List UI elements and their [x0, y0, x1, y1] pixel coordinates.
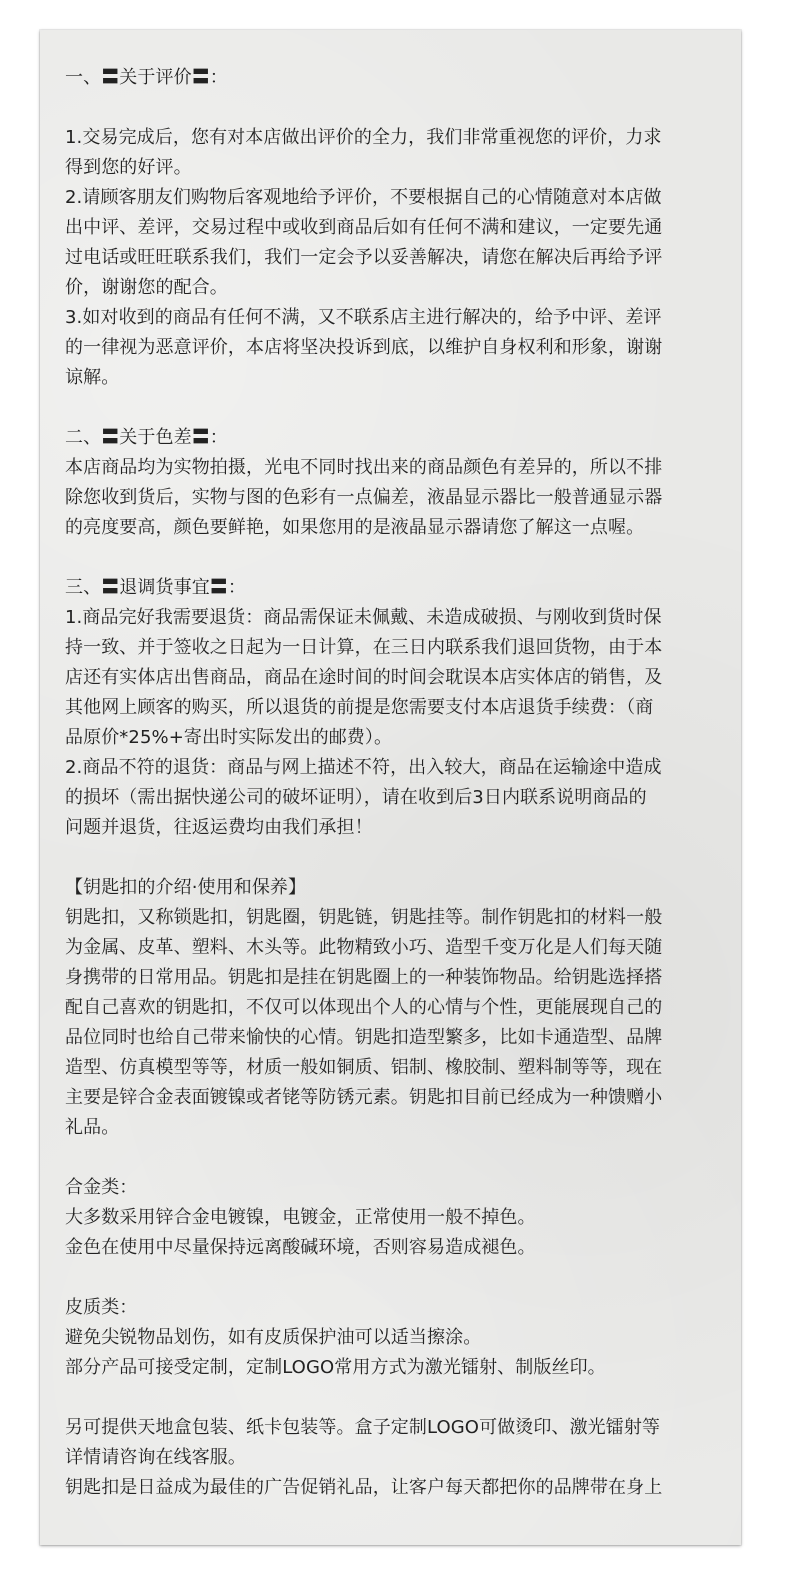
text-line: 3.如对收到的商品有任何不满，又不联系店主进行解决的，给予中评、差评	[65, 307, 662, 328]
text-line: 1.交易完成后，您有对本店做出评价的全力，我们非常重视您的评价，力求	[65, 127, 662, 148]
text-line: 品位同时也给自己带来愉快的心情。钥匙扣造型繁多，比如卡通造型、品牌	[65, 1027, 663, 1048]
text-line: 配自己喜欢的钥匙扣，不仅可以体现出个人的心情与个性，更能展现自己的	[65, 997, 663, 1018]
section-heading-reviews: 一、〓关于评价〓：	[65, 67, 228, 88]
text-line: 钥匙扣，又称锁匙扣，钥匙圈，钥匙链，钥匙挂等。制作钥匙扣的材料一般	[65, 907, 663, 928]
text-line: 避免尖锐物品划伤，如有皮质保护油可以适当擦涂。	[65, 1327, 482, 1348]
text-line: 详情请咨询在线客服。	[65, 1447, 246, 1468]
text-line: 2.请顾客朋友们购物后客观地给予评价，不要根据自己的心情随意对本店做	[65, 187, 662, 208]
blank-line	[65, 393, 717, 423]
text-line: 的一律视为恶意评价，本店将坚决投诉到底，以维护自身权利和形象，谢谢	[65, 337, 663, 358]
text-line: 另可提供天地盒包装、纸卡包装等。盒子定制LOGO可做烫印、激光镭射等	[65, 1417, 661, 1438]
subheading-alloy: 合金类：	[65, 1177, 138, 1198]
blank-line	[65, 1263, 717, 1293]
text-line: 过电话或旺旺联系我们，我们一定会予以妥善解决，请您在解决后再给予评	[65, 247, 663, 268]
text-line: 出中评、差评，交易过程中或收到商品后如有任何不满和建议，一定要先通	[65, 217, 663, 238]
policy-text-panel	[40, 30, 741, 1545]
blank-line	[65, 93, 717, 123]
text-line: 品原价*25%+寄出时实际发出的邮费）。	[65, 727, 393, 748]
section-heading-returns: 三、〓退调货事宜〓：	[65, 577, 246, 598]
text-line: 造型、仿真模型等等，材质一般如铜质、铝制、橡胶制、塑料制等等，现在	[65, 1057, 663, 1078]
text-line: 的亮度要高，颜色要鲜艳，如果您用的是液晶显示器请您了解这一点喔。	[65, 517, 645, 538]
text-line: 店还有实体店出售商品，商品在途时间的时间会耽误本店实体店的销售，及	[65, 667, 663, 688]
text-line: 1.商品完好我需要退货：商品需保证未佩戴、未造成破损、与刚收到货时保	[65, 607, 662, 628]
text-line: 的损坏（需出据快递公司的破坏证明），请在收到后3日内联系说明商品的	[65, 787, 647, 808]
text-line: 主要是锌合金表面镀镍或者铑等防锈元素。钥匙扣目前已经成为一种馈赠小	[65, 1087, 663, 1108]
text-line: 金色在使用中尽量保持远离酸碱环境，否则容易造成褪色。	[65, 1237, 536, 1258]
text-line: 钥匙扣是日益成为最佳的广告促销礼品，让客户每天都把你的品牌带在身上	[65, 1477, 663, 1498]
blank-line	[65, 1383, 717, 1413]
policy-text	[65, 63, 717, 1503]
text-line: 2.商品不符的退货：商品与网上描述不符，出入较大，商品在运输途中造成	[65, 757, 662, 778]
blank-line	[65, 1143, 717, 1173]
subheading-leather: 皮质类：	[65, 1297, 138, 1318]
text-line: 价，谢谢您的配合。	[65, 277, 228, 298]
blank-line	[65, 843, 717, 873]
text-line: 大多数采用锌合金电镀镍，电镀金，正常使用一般不掉色。	[65, 1207, 536, 1228]
text-line: 礼品。	[65, 1117, 120, 1138]
text-line: 问题并退货，往返运费均由我们承担！	[65, 817, 373, 838]
text-line: 除您收到货后，实物与图的色彩有一点偏差，液晶显示器比一般普通显示器	[65, 487, 663, 508]
text-line: 本店商品均为实物拍摄，光电不同时找出来的商品颜色有差异的，所以不排	[65, 457, 663, 478]
blank-line	[65, 543, 717, 573]
section-heading-keychain-care: 【钥匙扣的介绍·使用和保养】	[65, 877, 307, 898]
text-line: 得到您的好评。	[65, 157, 192, 178]
text-line: 为金属、皮革、塑料、木头等。此物精致小巧、造型千变万化是人们每天随	[65, 937, 663, 958]
text-line: 其他网上顾客的购买，所以退货的前提是您需要支付本店退货手续费：（商	[65, 697, 654, 718]
section-heading-color-difference: 二、〓关于色差〓：	[65, 427, 228, 448]
text-line: 部分产品可接受定制，定制LOGO常用方式为激光镭射、制版丝印。	[65, 1357, 606, 1378]
text-line: 谅解。	[65, 367, 120, 388]
text-line: 身携带的日常用品。钥匙扣是挂在钥匙圈上的一种装饰物品。给钥匙选择搭	[65, 967, 663, 988]
text-line: 持一致、并于签收之日起为一日计算，在三日内联系我们退回货物，由于本	[65, 637, 663, 658]
